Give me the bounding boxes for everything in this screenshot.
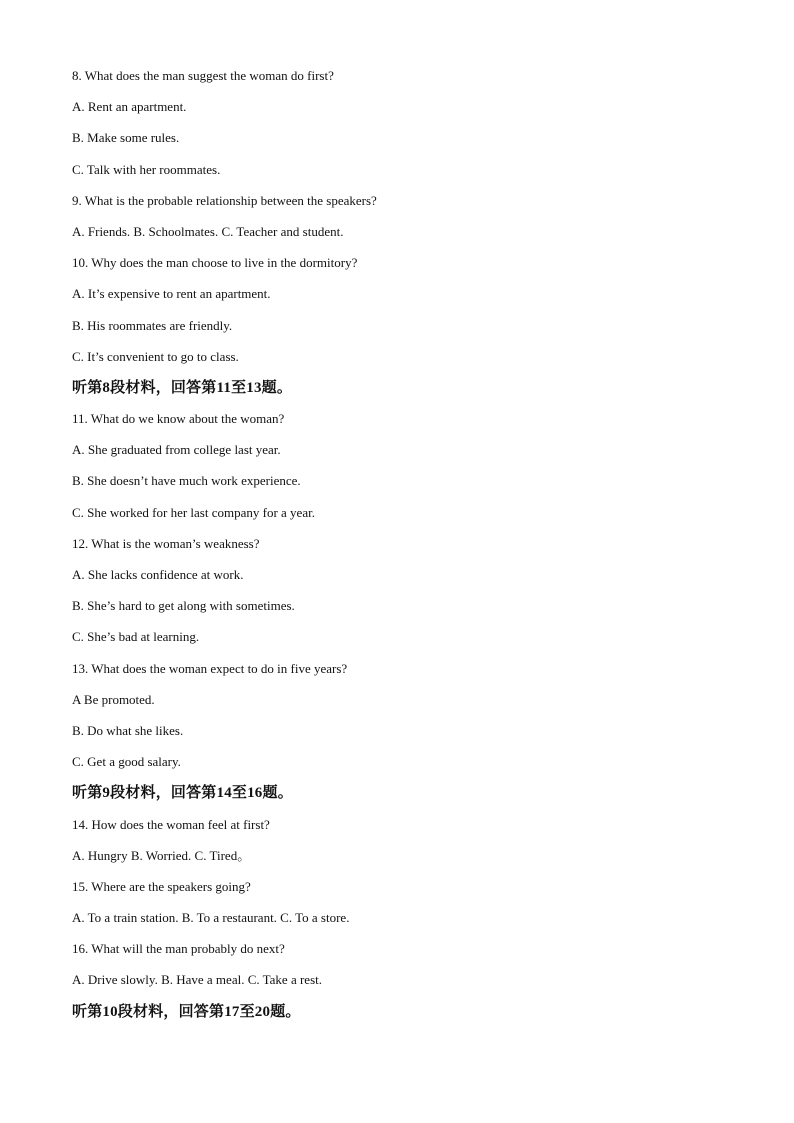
option-8c: C. Talk with her roommates. (72, 161, 221, 177)
option-11b: B. She doesn’t have much work experience. (72, 473, 301, 489)
option-11a: A. She graduated from college last year. (72, 442, 281, 458)
option-11c: C. She worked for her last company for a year. (72, 504, 315, 520)
section-heading-8: 听第8段材料，回答第11至13题。 (72, 379, 293, 396)
option-8b: B. Make some rules. (72, 130, 180, 146)
option-12c: C. She’s bad at learning. (72, 629, 200, 645)
option-13b: B. Do what she likes. (72, 722, 184, 738)
option-12b: B. She’s hard to get along with sometimes. (72, 598, 295, 614)
options-16: A. Drive slowly. B. Have a meal. C. Take a rest. (72, 972, 322, 988)
option-10b: B. His roommates are friendly. (72, 317, 233, 333)
question-11: 11. What do we know about the woman? (72, 411, 285, 427)
option-8a: A. Rent an apartment. (72, 99, 187, 115)
options-15: A. To a train station. B. To a restaurant. C. To a store. (72, 910, 350, 926)
options-14: A. Hungry B. Worried. C. Tired。 (72, 847, 251, 863)
option-12a: A. She lacks confidence at work. (72, 567, 244, 582)
document-page (72, 66, 732, 1033)
question-13: 13. What does the woman expect to do in five years? (72, 660, 348, 676)
option-13c: C. Get a good salary. (72, 754, 181, 770)
section-heading-10: 听第10段材料，回答第17至20题。 (72, 1003, 301, 1020)
options-9: A. Friends. B. Schoolmates. C. Teacher and student. (72, 223, 344, 239)
question-8: 8. What does the man suggest the woman do first? (72, 68, 334, 83)
question-15: 15. Where are the speakers going? (72, 878, 251, 894)
option-10a: A. It’s expensive to rent an apartment. (72, 286, 271, 302)
option-13a: A Be promoted. (72, 691, 155, 707)
question-9: 9. What is the probable relationship between the speakers? (72, 192, 377, 208)
option-10c: C. It’s convenient to go to class. (72, 348, 239, 364)
question-12: 12. What is the woman’s weakness? (72, 535, 260, 551)
section-heading-9: 听第9段材料，回答第14至16题。 (72, 785, 293, 802)
question-14: 14. How does the woman feel at first? (72, 816, 270, 832)
question-10: 10. Why does the man choose to live in the dormitory? (72, 255, 358, 271)
question-16: 16. What will the man probably do next? (72, 941, 285, 957)
